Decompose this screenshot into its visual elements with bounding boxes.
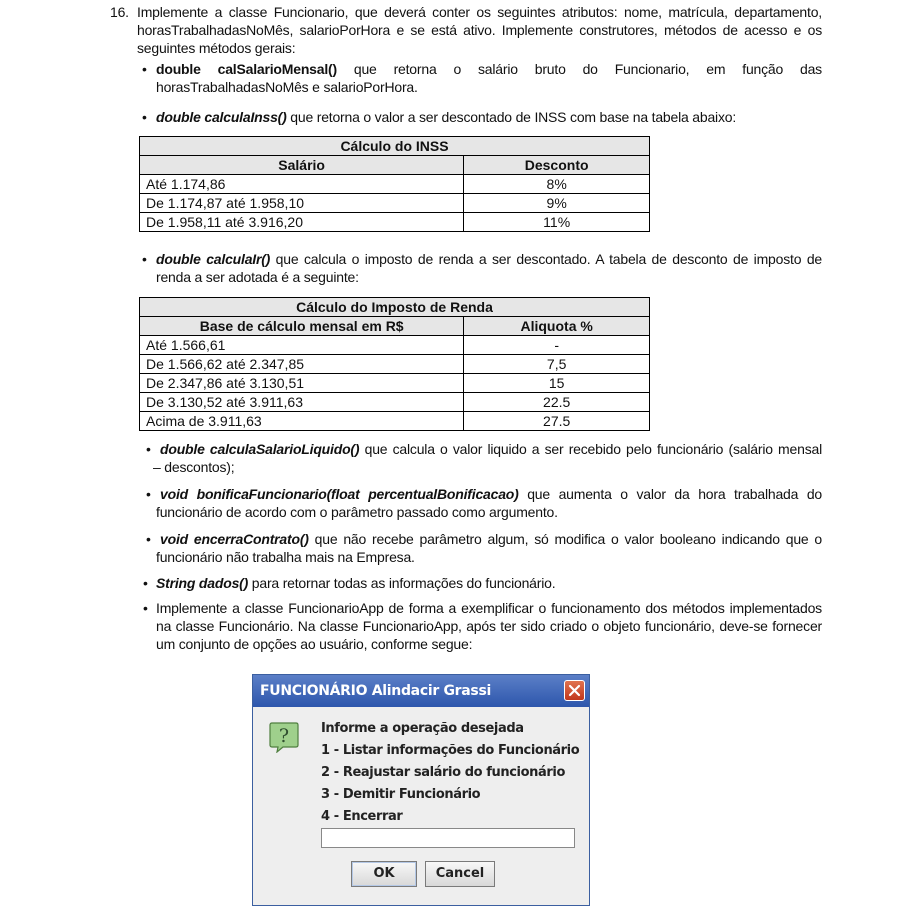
method-3-text: que calcula o imposto de renda a ser descontado. A tabela de desconto de imposto de	[270, 251, 822, 267]
inss-cell: De 1.174,87 até 1.958,10	[140, 194, 464, 213]
inss-table-title: Cálculo do INSS	[140, 137, 650, 156]
bullet-7: •	[143, 575, 148, 591]
operation-input[interactable]	[321, 828, 575, 848]
bullet-6: •	[146, 531, 151, 547]
inss-header-desconto: Desconto	[464, 156, 650, 175]
cancel-button[interactable]: Cancel	[425, 861, 495, 887]
bullet-8: •	[143, 600, 148, 616]
bullet-3: •	[142, 251, 147, 267]
inss-cell: 9%	[464, 194, 650, 213]
dialog-option-4: 4 - Encerrar	[321, 809, 403, 824]
method-3-signature: double calculaIr()	[156, 251, 271, 267]
inss-cell: De 1.958,11 até 3.916,20	[140, 213, 464, 232]
bullet-5: •	[146, 486, 151, 502]
inss-cell: 8%	[464, 175, 650, 194]
bullet-1: •	[142, 61, 147, 77]
method-1-signature: double calSalarioMensal()	[156, 61, 337, 77]
dialog-title-bar[interactable]	[253, 675, 589, 707]
inss-header-salario: Salário	[140, 156, 464, 175]
dialog-option-3: 3 - Demitir Funcionário	[321, 787, 481, 802]
ir-cell: De 2.347,86 até 3.130,51	[140, 374, 464, 393]
method-7-signature: String dados()	[156, 575, 249, 591]
dialog-title: FUNCIONÁRIO Alindacir Grassi	[260, 683, 492, 699]
intro-line-3: seguintes métodos gerais:	[137, 40, 296, 56]
table-row	[140, 355, 650, 374]
funcionario-dialog	[252, 674, 590, 906]
method-7-line	[156, 574, 555, 592]
ir-table-title: Cálculo do Imposto de Renda	[140, 298, 650, 317]
table-row	[140, 194, 650, 213]
ir-cell: De 1.566,62 até 2.347,85	[140, 355, 464, 374]
method-2-text: que retorna o valor a ser descontado de INSS com base na tabela abaixo:	[286, 109, 737, 125]
method-6-line-2: funcionário não trabalha mais na Empresa.	[156, 549, 415, 565]
method-4-signature: double calculaSalarioLiquido()	[160, 441, 360, 457]
inss-cell: Até 1.174,86	[140, 175, 464, 194]
intro-line-2: horasTrabalhadasNoMês, salarioPorHora e se está ativo. Implemente construtores, métodos de acesso e os	[137, 22, 822, 38]
table-row	[140, 374, 650, 393]
bullet-4: •	[146, 441, 151, 457]
method-4-line-1	[160, 440, 822, 458]
table-row	[140, 336, 650, 355]
bullet-2: •	[142, 109, 147, 125]
dialog-prompt: Informe a operação desejada	[321, 721, 524, 736]
close-icon	[568, 684, 581, 697]
ir-table	[139, 297, 650, 431]
inss-cell: 11%	[464, 213, 650, 232]
app-line-3: um conjunto de opções ao usuário, conforme segue:	[156, 636, 473, 652]
ir-cell: De 3.130,52 até 3.911,63	[140, 393, 464, 412]
dialog-option-2: 2 - Reajustar salário do funcionário	[321, 765, 565, 780]
method-4-text: que calcula o valor liquido a ser recebido pelo funcionário (salário mensal	[359, 441, 822, 457]
ir-cell: 22.5	[464, 393, 650, 412]
ir-header-base: Base de cálculo mensal em R$	[140, 317, 464, 336]
method-5-signature: void bonificaFuncionario(float percentualBonificacao)	[160, 486, 519, 502]
ir-cell: Até 1.566,61	[140, 336, 464, 355]
method-2-line	[156, 108, 736, 126]
method-7-text: para retornar todas as informações do funcionário.	[248, 575, 556, 591]
question-icon	[269, 721, 299, 753]
method-1-line-2: horasTrabalhadasNoMês e salarioPorHora.	[156, 79, 418, 95]
method-5-line-2: funcionário de acordo com o parâmetro passado como argumento.	[156, 504, 558, 520]
ir-cell: Acima de 3.911,63	[140, 412, 464, 431]
item-number: 16.	[110, 4, 129, 20]
ok-button[interactable]: OK	[351, 861, 417, 887]
app-line-1: Implemente a classe FuncionarioApp de forma a exemplificar o funcionamento dos métodos implementados	[156, 600, 822, 616]
method-5-line-1	[160, 485, 822, 503]
method-2-signature: double calculaInss()	[156, 109, 287, 125]
dialog-option-1: 1 - Listar informações do Funcionário	[321, 743, 580, 758]
question-glyph: ?	[278, 725, 290, 747]
intro-line-1: Implemente a classe Funcionario, que deverá conter os seguintes atributos: nome, matrícula, departamento,	[137, 4, 822, 20]
method-1-line-1	[156, 60, 822, 78]
table-row	[140, 175, 650, 194]
app-line-2: na classe Funcionário. Na classe FuncionarioApp, após ter sido criado o objeto funcionário, deve-se fornecer	[156, 618, 822, 634]
table-row	[140, 393, 650, 412]
ir-cell: 15	[464, 374, 650, 393]
ir-header-aliquota: Aliquota %	[464, 317, 650, 336]
method-6-text: que não recebe parâmetro algum, só modifica o valor booleano indicando que o	[308, 531, 822, 547]
method-4-line-2: – descontos);	[153, 459, 235, 475]
ir-cell: -	[464, 336, 650, 355]
method-5-text: que aumenta o valor da hora trabalhada do	[518, 486, 822, 502]
method-6-signature: void encerraContrato()	[160, 531, 309, 547]
close-button[interactable]	[564, 680, 585, 701]
ir-cell: 27.5	[464, 412, 650, 431]
method-3-line-2: renda a ser adotada é a seguinte:	[156, 269, 359, 285]
table-row	[140, 213, 650, 232]
method-1-text: que retorna o salário bruto do Funcionario, em função das	[336, 61, 822, 77]
table-row	[140, 412, 650, 431]
method-3-line-1	[156, 250, 822, 268]
ir-cell: 7,5	[464, 355, 650, 374]
method-6-line-1	[160, 530, 822, 548]
inss-table	[139, 136, 650, 232]
